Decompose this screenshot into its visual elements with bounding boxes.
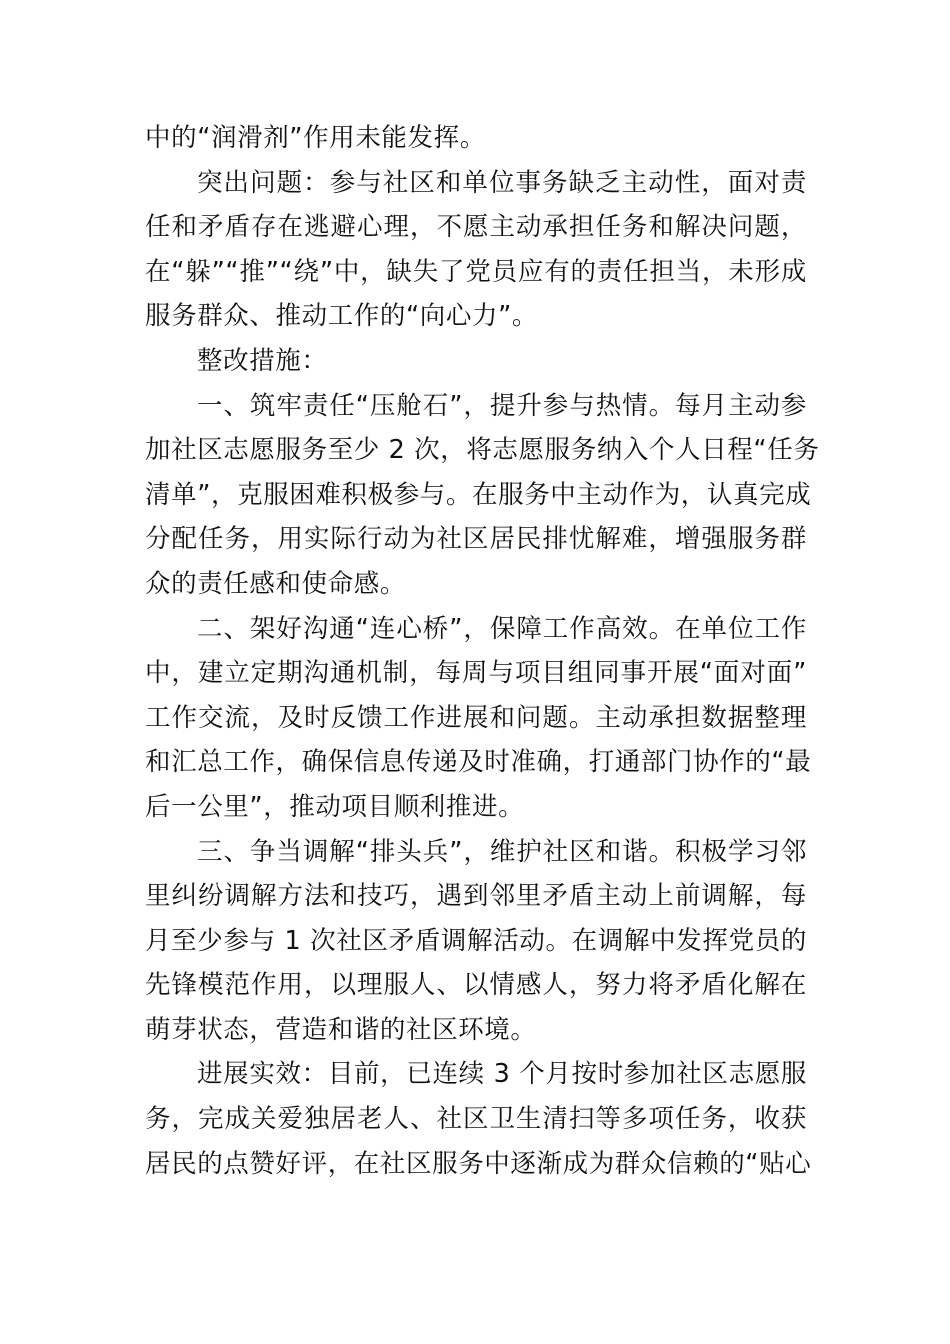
text-line: 中，建立定期沟通机制，每周与项目组同事开展“面对面” [145, 658, 807, 689]
text-line: 里纠纷调解方法和技巧，遇到邻里矛盾主动上前调解，每 [145, 881, 807, 912]
document-page [145, 116, 820, 1186]
text-line: 二、架好沟通“连心桥”，保障工作高效。在单位工作 [197, 613, 807, 644]
paragraph-measure-1 [145, 384, 820, 607]
section-heading: 整改措施： [197, 345, 328, 376]
text-line: 突出问题：参与社区和单位事务缺乏主动性，面对责 [197, 167, 807, 198]
text-line: 一、筑牢责任“压舱石”，提升参与热情。每月主动参 [197, 390, 807, 421]
text-line: 任和矛盾存在逃避心理，不愿主动承担任务和解决问题， [145, 212, 807, 243]
text-line: 在“躲”“推”“绕”中，缺失了党员应有的责任担当，未形成 [145, 256, 807, 287]
text-line: 居民的点赞好评，在社区服务中逐渐成为群众信赖的“贴心 [145, 1148, 812, 1179]
paragraph-measure-2 [145, 607, 812, 830]
text-line: 三、争当调解“排头兵”，维护社区和谐。积极学习邻 [197, 836, 807, 867]
paragraph-heading [145, 339, 807, 384]
text-line: 加社区志愿服务至少 2 次，将志愿服务纳入个人日程“任务 [145, 435, 820, 466]
text-line: 众的责任感和使命感。 [145, 568, 407, 599]
paragraph-issue [145, 161, 807, 339]
text-line: 萌芽状态，营造和谐的社区环境。 [145, 1014, 537, 1045]
text-line: 后一公里”，推动项目顺利推进。 [145, 791, 525, 822]
text-line: 和汇总工作，确保信息传递及时准确，打通部门协作的“最 [145, 747, 812, 778]
text-line: 月至少参与 1 次社区矛盾调解活动。在调解中发挥党员的 [145, 925, 807, 956]
text-line: 服务群众、推动工作的“向心力”。 [145, 301, 539, 332]
text-line: 务，完成关爱独居老人、社区卫生清扫等多项任务，收获 [145, 1104, 807, 1135]
paragraph-progress [145, 1052, 812, 1186]
text-line: 清单”，克服困难积极参与。在服务中主动作为，认真完成 [145, 479, 812, 510]
paragraph-measure-3 [145, 830, 807, 1053]
text-line: 进展实效：目前，已连续 3 个月按时参加社区志愿服 [197, 1059, 807, 1090]
text-line: 分配任务，用实际行动为社区居民排忧解难，增强服务群 [145, 524, 807, 555]
text-line: 工作交流，及时反馈工作进展和问题。主动承担数据整理 [145, 702, 807, 733]
text-line: 先锋模范作用，以理服人、以情感人，努力将矛盾化解在 [145, 970, 807, 1001]
paragraph-continuation [145, 116, 807, 161]
text-line: 中的“润滑剂”作用未能发挥。 [145, 123, 486, 153]
